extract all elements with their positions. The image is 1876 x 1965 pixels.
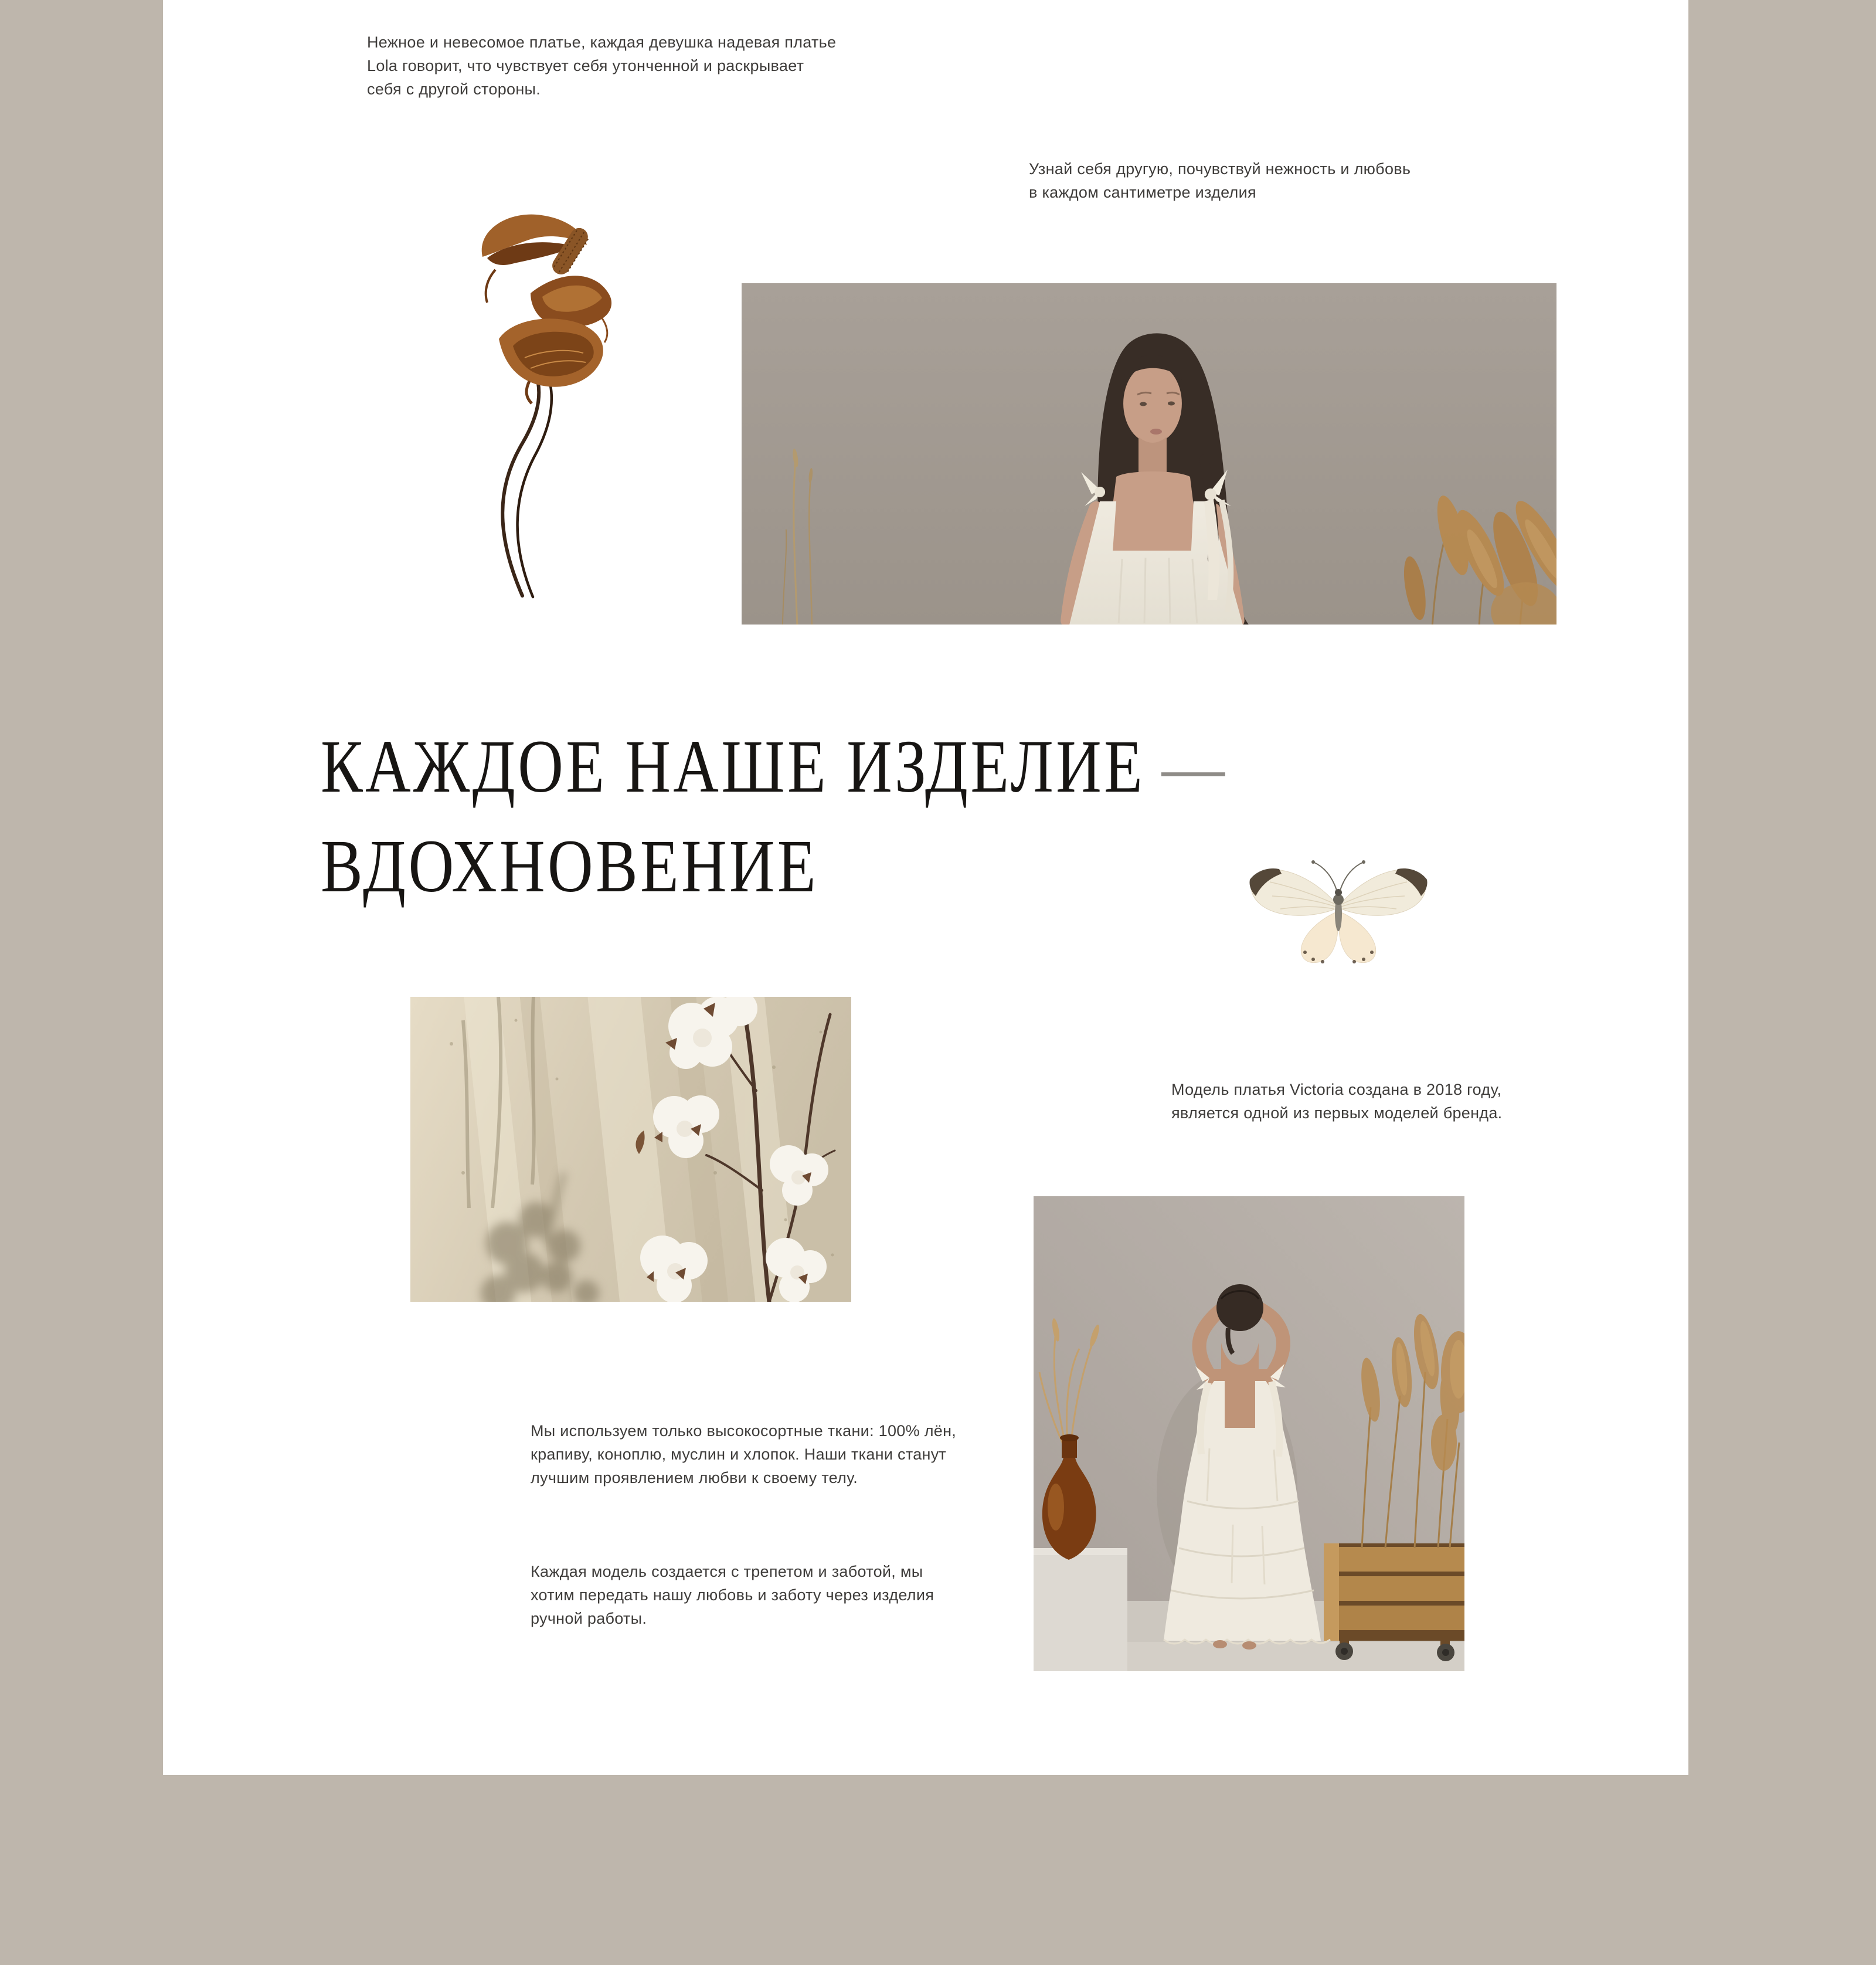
paragraph-line: лучшим проявлением любви к своему телу. — [531, 1469, 858, 1487]
paragraph-line: крапиву, коноплю, муслин и хлопок. Наши ткани станут — [531, 1445, 947, 1463]
dried-flower-image — [405, 182, 633, 604]
paragraph-line: себя с другой стороны. — [367, 80, 541, 98]
butterfly-art — [1242, 842, 1435, 973]
paragraph-line: ручной работы. — [531, 1610, 647, 1627]
paragraph-line: в каждом сантиметре изделия — [1029, 184, 1256, 201]
victoria-caption — [1171, 1078, 1502, 1125]
cotton-scene — [410, 997, 851, 1302]
page-title — [321, 717, 1227, 916]
dried-flower-art — [405, 182, 633, 604]
model-back-scene — [1034, 1196, 1464, 1671]
paragraph-line: Каждая модель создается с трепетом и заботой, мы — [531, 1563, 923, 1580]
paragraph-line: Нежное и невесомое платье, каждая девушка надевая платье — [367, 33, 837, 51]
paragraph-line: Мы используем только высокосортные ткани: 100% лён, — [531, 1422, 957, 1440]
model-back-photo — [1034, 1196, 1464, 1671]
butterfly-image — [1242, 842, 1435, 973]
model-front-photo — [742, 283, 1556, 625]
care-paragraph — [531, 1560, 934, 1630]
intro-paragraph-1 — [367, 30, 836, 101]
paragraph-line: Узнай себя другую, почувствуй нежность и любовь — [1029, 160, 1411, 178]
paragraph-line: Lola говорит, что чувствует себя утонченной и раскрывает — [367, 57, 804, 74]
paragraph-line: Модель платья Victoria создана в 2018 году, — [1171, 1081, 1502, 1098]
cotton-branch-photo — [410, 997, 851, 1302]
heading-line-2: ВДОХНОВЕНИЕ — [321, 824, 818, 908]
fabrics-paragraph — [531, 1419, 956, 1489]
paragraph-line: является одной из первых моделей бренда. — [1171, 1104, 1503, 1122]
model-front-scene — [742, 283, 1556, 625]
paragraph-line: хотим передать нашу любовь и заботу через изделия — [531, 1586, 934, 1604]
heading-line-1: КАЖДОЕ НАШЕ ИЗДЕЛИЕ — [321, 725, 1146, 808]
heading-dash: — — [1161, 725, 1228, 808]
intro-paragraph-2 — [1029, 157, 1411, 204]
